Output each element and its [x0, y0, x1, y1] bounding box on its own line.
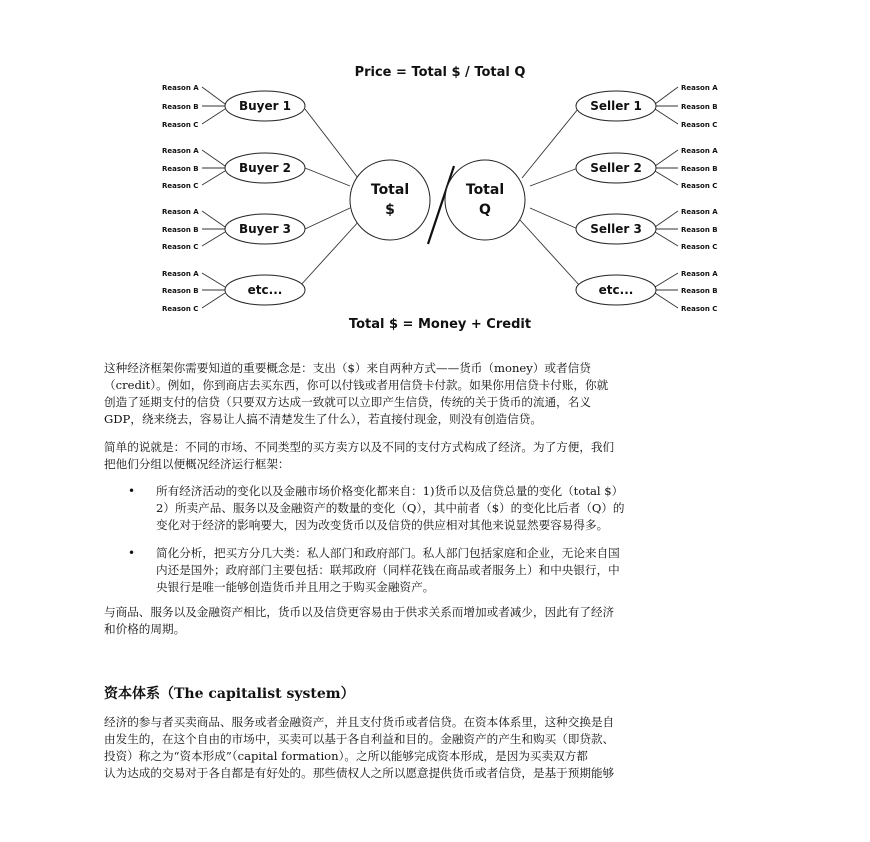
total-money-line1: Total — [370, 182, 410, 198]
text-line: 投资）称之为“资本形成”（capital formation）。之所以能够完成资本形成，是因为买卖双方都 — [104, 749, 588, 763]
text-line: 所有经济活动的变化以及金融市场价格变化都来自：1)货币以及信贷总量的变化（total $） — [156, 484, 624, 498]
text-line: 央银行是唯一能够创造货币并且用之于购买金融资产。 — [156, 580, 435, 594]
capitalist-paragraph — [104, 714, 794, 782]
seller-2-node — [576, 153, 656, 183]
intro-paragraph — [104, 360, 794, 428]
reason-a-label: Reason A — [162, 84, 199, 92]
buyer-2-label: Buyer 2 — [238, 161, 292, 175]
reason-c-label: Reason C — [681, 182, 718, 190]
buyer-etc-label: etc... — [247, 283, 283, 297]
text-line: GDP，绕来绕去，容易让人搞不清楚发生了什么），若直接付现金，则没有创造信贷。 — [104, 412, 542, 426]
reason-c-label: Reason C — [681, 243, 718, 251]
total-quantity-line1: Total — [465, 182, 505, 198]
seller-3-node — [576, 214, 656, 244]
text-line: 变化对于经济的影响要大，因为改变货币以及信贷的供应相对其他来说显然要容易得多。 — [156, 518, 609, 532]
buyer-etc-node — [225, 275, 305, 305]
reason-b-label: Reason B — [162, 287, 199, 295]
text-line: 把他们分组以便概况经济运行框架： — [104, 457, 290, 471]
diagram-title: Price = Total $ / Total Q — [354, 65, 526, 80]
reason-c-label: Reason C — [681, 121, 718, 129]
text-line: 简化分析，把买方分几大类：私人部门和政府部门。私人部门包括家庭和企业，无论来自国 — [156, 546, 620, 560]
reason-b-label: Reason B — [681, 165, 718, 173]
reason-b-label: Reason B — [162, 226, 199, 234]
section-heading: 资本体系（The capitalist system） — [104, 686, 355, 702]
text-line: 内还是国外；政府部门主要包括：联邦政府（同样花钱在商品或者服务上）和中央银行，中 — [156, 563, 620, 577]
buyer-reasons — [162, 84, 199, 313]
total-money-line2: $ — [385, 202, 395, 218]
buyer-1-node — [225, 91, 305, 121]
seller-etc-label: etc... — [598, 283, 634, 297]
buyer-2-node — [225, 153, 305, 183]
reason-a-label: Reason A — [681, 84, 718, 92]
reason-b-label: Reason B — [681, 226, 718, 234]
bullet-item-2 — [156, 545, 796, 596]
reason-b-label: Reason B — [162, 103, 199, 111]
reason-c-label: Reason C — [162, 305, 199, 313]
reason-c-label: Reason C — [162, 182, 199, 190]
bullet-item-1 — [156, 483, 796, 534]
text-line: 这种经济框架你需要知道的重要概念是：支出（$）来自两种方式——货币（money）或者信贷 — [104, 361, 591, 375]
reason-b-label: Reason B — [681, 103, 718, 111]
reason-c-label: Reason C — [162, 243, 199, 251]
seller-etc-node — [576, 275, 656, 305]
seller-3-label: Seller 3 — [590, 222, 642, 236]
reason-b-label: Reason B — [681, 287, 718, 295]
text-line: 由发生的，在这个自由的市场中，买卖可以基于各自利益和目的。金融资产的产生和购买（即贷款、 — [104, 732, 615, 746]
text-line: （credit）。例如，你到商店去买东西，你可以付钱或者用信贷卡付款。如果你用信贷卡付账，你就 — [104, 378, 609, 392]
text-line: 与商品、服务以及金融资产相比，货币以及信贷更容易由于供求关系而增加或者减少，因此有了经济 — [104, 605, 615, 619]
seller-connectors — [520, 87, 678, 308]
text-line: 简单的说就是：不同的市场、不同类型的买方卖方以及不同的支付方式构成了经济。为了方便，我们 — [104, 440, 615, 454]
buyer-3-node — [225, 214, 305, 244]
reason-c-label: Reason C — [162, 121, 199, 129]
seller-reasons — [681, 84, 718, 313]
text-line: 和价格的周期。 — [104, 622, 186, 636]
summary-paragraph — [104, 439, 794, 473]
buyer-3-label: Buyer 3 — [238, 222, 292, 236]
reason-a-label: Reason A — [681, 147, 718, 155]
total-money-node — [350, 160, 430, 240]
reason-a-label: Reason A — [681, 270, 718, 278]
reason-a-label: Reason A — [162, 270, 199, 278]
reason-a-label: Reason A — [162, 147, 199, 155]
diagram-bottom-label: Total $ = Money + Credit — [348, 317, 532, 332]
seller-2-label: Seller 2 — [590, 161, 642, 175]
reason-a-label: Reason A — [681, 208, 718, 216]
bullet-dot: • — [128, 484, 136, 498]
total-quantity-node — [445, 160, 525, 240]
price-diagram — [150, 58, 730, 340]
reason-a-label: Reason A — [162, 208, 199, 216]
reason-b-label: Reason B — [162, 165, 199, 173]
bullet-dot: • — [128, 546, 136, 560]
text-line: 经济的参与者买卖商品、服务或者金融资产，并且支付货币或者信贷。在资本体系里，这种交换是自 — [104, 715, 615, 729]
buyer-1-label: Buyer 1 — [238, 99, 292, 113]
reason-c-label: Reason C — [681, 305, 718, 313]
text-line: 2）所卖产品、服务以及金融资产的数量的变化（Q），其中前者（$）的变化比后者（Q）的 — [156, 501, 625, 515]
seller-1-node — [576, 91, 656, 121]
text-line: 认为达成的交易对于各自都是有好处的。那些债权人之所以愿意提供货币或者信贷，是基于预期能够 — [104, 766, 615, 780]
text-line: 创造了延期支付的信贷（只要双方达成一致就可以立即产生信贷，传统的关于货币的流通，名义 — [104, 395, 591, 409]
total-quantity-line2: Q — [479, 202, 491, 218]
cycle-paragraph — [104, 604, 794, 638]
seller-1-label: Seller 1 — [590, 99, 642, 113]
